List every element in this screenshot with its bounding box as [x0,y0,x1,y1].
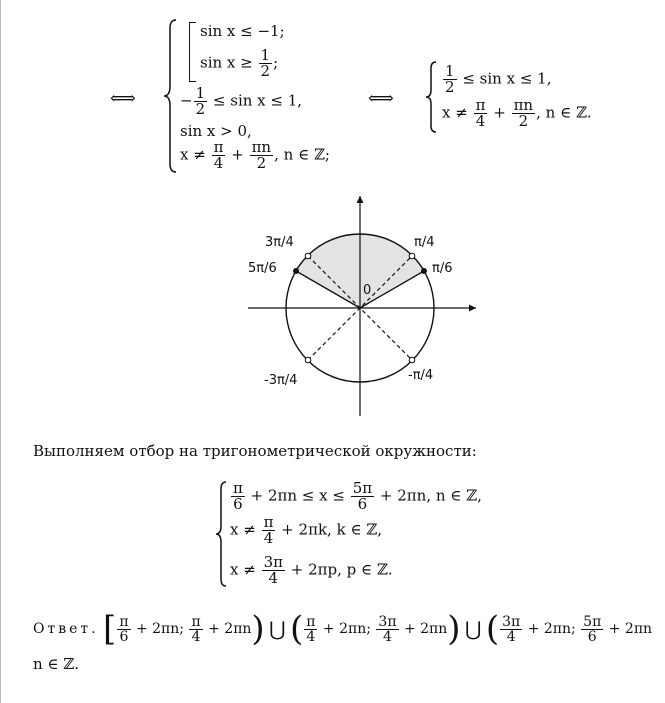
system3-row2-pre: x ≠ [230,520,256,539]
fraction [351,481,374,512]
system1-row2-pre: sin x ≥ [200,53,253,72]
fraction [262,555,285,586]
frac-den: 4 [383,628,392,645]
system2-row2-pre: x ≠ [442,103,468,122]
plus-sign: + [493,103,506,122]
system2-row1 [442,64,551,95]
right-paren: ) [251,609,265,649]
answer-line [33,609,653,649]
fraction [117,615,130,644]
right-paren: ) [447,609,461,649]
frac-num: 5π [352,479,373,497]
frac-num: π [306,613,316,630]
union-symbol: ⋃ [465,617,482,641]
frac-den: 2 [195,100,206,118]
point-pi4-open [409,253,415,259]
system1-row3-pre: − [180,91,193,110]
point-pi6-filled [421,268,427,274]
label-5pi6: 5π/6 [248,261,277,276]
frac-den: 4 [263,529,274,547]
frac-num: π [233,479,243,497]
frac-den: 4 [213,154,224,172]
system1-row2 [200,48,278,79]
system1-row2-post: ; [273,53,279,72]
label-neg3pi4: -3π/4 [264,373,298,388]
left-paren: ( [485,609,500,649]
frac-num: 3π [502,613,521,630]
frac-num: π [191,613,201,630]
label-negpi4: -π/4 [408,368,434,383]
point-5pi6-filled [293,268,299,274]
system3-row2-post: + 2πk, k ∈ ℤ, [281,520,383,539]
paragraph-text: Выполняем отбор на тригонометрической окружности: [33,442,477,460]
page-left-border [0,0,1,703]
iff-symbol-right: ⟺ [368,88,393,109]
frac-den: 6 [357,495,368,513]
frac-num: 1 [445,62,455,80]
iff-symbol-left: ⟺ [110,88,135,109]
system3-row3 [230,555,393,586]
frac-num: 1 [260,46,271,64]
frac-den: 2 [518,112,529,130]
answer-line2: n ∈ ℤ. [33,655,80,673]
frac-den: 4 [475,112,486,130]
interval1-mid: + 2πn; [135,621,184,637]
system2-row1-post: ≤ sin x ≤ 1, [462,69,552,88]
system1-square-bracket [189,22,196,82]
point-3pi4-open [305,253,311,259]
frac-num: 3π [263,553,283,571]
system1-row1 [200,22,285,40]
fraction [512,98,536,129]
union-symbol: ⋃ [269,617,286,641]
fraction [304,615,317,644]
frac-num: π [263,513,274,531]
system2-curly-brace [424,60,438,138]
system3-row2 [230,515,382,546]
left-square-bracket: [ [103,609,117,649]
label-pi6: π/6 [432,261,453,276]
label-zero: 0 [363,283,372,298]
system2-row2 [442,98,592,129]
frac-den: 2 [260,62,271,80]
frac-den: 6 [119,628,129,645]
frac-den: 2 [256,154,267,172]
system3-row1-post: + 2πn, n ∈ ℤ, [379,486,482,505]
fraction [443,64,457,95]
system3-row1-mid: + 2πn ≤ x ≤ [250,486,345,505]
system3-row3-post: + 2πp, p ∈ ℤ. [290,560,393,579]
system3-row3-pre: x ≠ [230,560,256,579]
system1-row1-text: sin x ≤ −1; [200,22,285,40]
frac-num: π [213,138,224,156]
plus-sign: + [231,145,244,164]
system1-row3-post: ≤ sin x ≤ 1, [212,91,303,110]
frac-den: 4 [268,569,279,587]
fraction [581,615,603,644]
fraction [500,615,522,644]
frac-den: 6 [587,628,597,645]
fraction [231,481,245,512]
trig-circle-diagram [240,190,480,425]
fraction [189,615,202,644]
frac-den: 4 [191,628,201,645]
frac-num: π [475,96,486,114]
interval3-mid: + 2πn; [527,621,576,637]
system1-row4-text: sin x > 0, [180,122,252,140]
frac-num: π [119,613,129,630]
fraction [376,615,398,644]
frac-den: 2 [445,78,455,96]
fraction [259,48,273,79]
frac-den: 4 [506,628,516,645]
fraction [262,515,276,546]
label-pi4: π/4 [414,235,435,250]
system2-row2-post: , n ∈ ℤ. [536,103,592,122]
label-3pi4: 3π/4 [265,235,294,250]
frac-num: 3π [378,613,397,630]
interval3-end: + 2πn [608,621,653,637]
interval2-mid: + 2πn; [322,621,371,637]
system1-row5-post: , n ∈ ℤ; [274,145,330,164]
system3-curly-brace [214,480,228,592]
system1-curly-brace [162,18,178,178]
frac-num: πn [513,96,534,114]
frac-num: 1 [195,84,206,102]
fraction [194,86,208,117]
system3-row1 [230,481,482,512]
answer-label: Ответ. [33,621,99,637]
frac-den: 6 [233,495,243,513]
left-paren: ( [290,609,304,649]
fraction [212,140,226,171]
frac-num: πn [251,138,272,156]
fraction [250,140,274,171]
frac-num: 5π [583,613,602,630]
interval2-end: + 2πn [403,621,448,637]
point-negpi4-open [409,357,415,363]
fraction [474,98,488,129]
frac-den: 4 [306,628,316,645]
system1-row5 [180,140,330,171]
point-neg3pi4-open [305,357,311,363]
system1-row3 [180,86,302,117]
system1-row5-pre: x ≠ [180,145,206,164]
interval1-end: + 2πn [208,621,252,637]
